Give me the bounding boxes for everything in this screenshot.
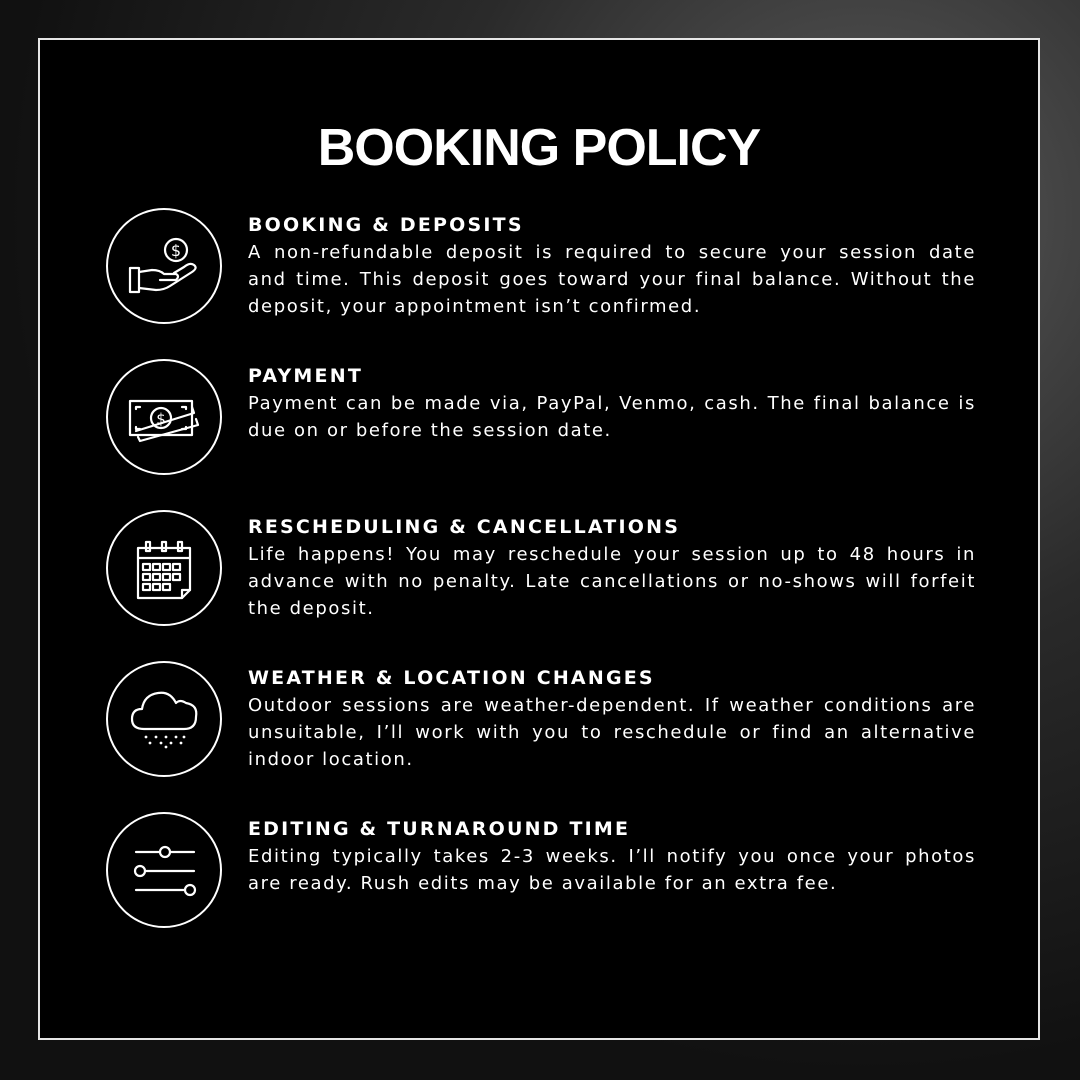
section-body: Outdoor sessions are weather-dependent. If weather conditions are unsuitable, I’ll work with you to reschedule or find an alternative indoor location. bbox=[248, 695, 976, 770]
section-body: A non-refundable deposit is required to secure your session date and time. This deposit goes toward your final balance. Without the deposit, your appointment isn’t confirmed. bbox=[248, 242, 976, 317]
sliders-icon bbox=[106, 812, 222, 928]
page-title: BOOKING POLICY bbox=[317, 119, 761, 177]
section-heading: WEATHER & LOCATION CHANGES bbox=[248, 667, 655, 689]
policy-item-payment bbox=[40, 359, 1042, 479]
section-body: Editing typically takes 2-3 weeks. I’ll notify you once your photos are ready. Rush edits may be available for an extra fee. bbox=[248, 846, 976, 894]
policy-panel bbox=[38, 38, 1040, 1040]
snow-cloud-icon bbox=[106, 661, 222, 777]
policy-item-weather bbox=[40, 661, 1042, 781]
section-body: Payment can be made via, PayPal, Venmo, cash. The final balance is due on or before the session date. bbox=[248, 393, 976, 441]
section-heading: EDITING & TURNAROUND TIME bbox=[248, 818, 631, 840]
svg-text:$: $ bbox=[156, 410, 166, 428]
policy-item-editing bbox=[40, 812, 1042, 932]
section-body: Life happens! You may reschedule your session up to 48 hours in advance with no penalty. Late cancellations or no-shows will forfeit the deposit. bbox=[248, 544, 976, 619]
section-heading: RESCHEDULING & CANCELLATIONS bbox=[248, 516, 681, 538]
cash-bills-icon bbox=[106, 359, 222, 475]
section-heading: PAYMENT bbox=[248, 365, 363, 387]
calendar-icon bbox=[106, 510, 222, 626]
hand-money-icon bbox=[106, 208, 222, 324]
policy-item-rescheduling bbox=[40, 510, 1042, 630]
policy-item-booking-deposits bbox=[40, 208, 1042, 328]
svg-text:$: $ bbox=[170, 241, 182, 260]
section-heading: BOOKING & DEPOSITS bbox=[248, 214, 524, 236]
